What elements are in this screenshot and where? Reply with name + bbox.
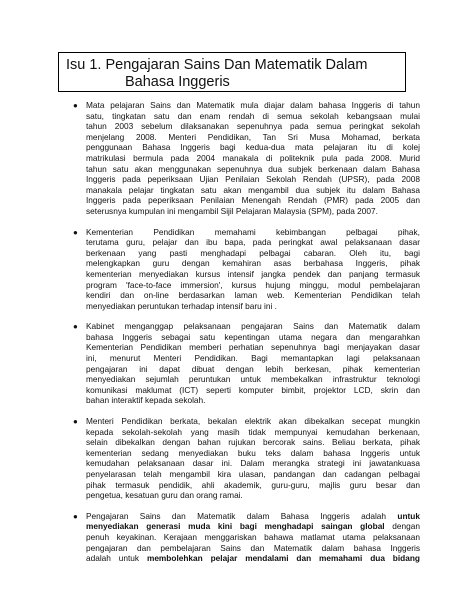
paragraph-line: Pengajaran Sains dan Matematik dalam Bahasa Inggeris adalah untuk — [86, 510, 420, 521]
list-item — [73, 416, 420, 501]
paragraph-line: penggunaan Bahasa Inggeris bagi kedua-dua mata pelajaran itu di kolej — [86, 142, 420, 153]
paragraph-line: penyelarasan telah mengambil kira ulasan, pandangan dan cadangan pelbagai — [86, 469, 420, 479]
paragraph-line: berkenaan yang pasti menghadapi pelbagai cabaran. Oleh itu, bagi — [86, 247, 420, 258]
bullet-icon: ● — [73, 417, 78, 427]
paragraph-line: komunikasi maklumat (ICT) seperti komputer bimbit, projektor LCD, skrin dan — [86, 384, 420, 395]
paragraph-line: Inggeris pada peperiksaan Ujian Penilaian Sekolah Rendah (UPSR), pada 2008 — [86, 174, 420, 185]
paragraph-line: Kementerian Pendidikan memahami kebimbangan pelbagai pihak, — [86, 226, 420, 237]
paragraph-line: selain dibekalkan dengan bahan rujukan bercorak sains. Beliau berkata, pihak — [86, 437, 420, 448]
paragraph-line: program 'face-to-face immersion', kursus hujung minggu, modul pembelajaran — [86, 279, 420, 290]
paragraph-line: menyediakan sejumlah peruntukan untuk membekalkan infrastruktur teknologi — [86, 374, 420, 385]
paragraph-line: kendiri dan on-line berdasarkan laman web. Kementerian Pendidikan telah — [86, 290, 420, 301]
bullet-icon: ● — [73, 511, 78, 521]
paragraph-line: manakala pelajar tingkatan satu akan mengambil dua subjek itu dalam Bahasa — [86, 184, 420, 195]
paragraph-line: Mata pelajaran Sains dan Matematik mula diajar dalam bahasa Inggeris di tahun — [86, 100, 420, 110]
paragraph-line: Menteri Pendidikan berkata, bekalan elektrik akan dibekalkan secepat mungkin — [86, 416, 420, 427]
bullet-list — [73, 100, 420, 574]
paragraph-line: adalah untuk membolehkan pelajar mendalami dan memahami dua bidang — [86, 553, 420, 564]
paragraph-line: pengajaran ini dapat dibuat dengan lebih berkesan, pihak kementerian — [86, 363, 420, 374]
list-item — [73, 321, 420, 406]
title-box — [58, 52, 406, 92]
paragraph-line: pengajaran dan pembelajaran Sains dan Matematik dalam bahasa Inggeris — [86, 542, 420, 553]
bullet-icon: ● — [73, 322, 78, 332]
paragraph-line: kemudahan pelaksanaan dasar ini. Dalam merangka strategi ini jawatankuasa — [86, 458, 420, 469]
list-item — [73, 510, 420, 564]
paragraph-line: kementerian sedang menyediakan buku teks dalam bahasa Inggeris untuk — [86, 447, 420, 458]
paragraph-line: seterusnya kumpulan ini mengambil Sijil Pelajaran Malaysia (SPM), pada 2007. — [86, 205, 378, 216]
paragraph-line: Kabinet menganggap pelaksanaan pengajaran Sains dan Matematik dalam — [86, 321, 420, 332]
paragraph-line: menjelang 2008. Menteri Pendidikan, Tan Sri Musa Mohamad, berkata — [86, 131, 420, 142]
title-line-2: Bahasa Inggeris — [125, 74, 230, 90]
paragraph-line: Inggeris pada peperiksaan Penilaian Menengah Rendah (PMR) pada 2005 dan — [86, 195, 420, 206]
paragraph-line: tahun satu akan menggunakan sepenuhnya dua subjek berkenaan dalam Bahasa — [86, 163, 420, 174]
paragraph-line: satu, tingkatan satu dan enam rendah di semua sekolah kebangsaan mulai — [86, 110, 420, 121]
paragraph-line: bahasa Inggeris sebagai satu kepentingan utama negara dan mengarahkan — [86, 331, 420, 342]
paragraph-line: pengetua, kesatuan guru dan orang ramai. — [86, 490, 243, 501]
paragraph-line: Kementerian Pendidikan memberi perhatian sepenuhnya bagi menjayakan dasar — [86, 342, 420, 353]
paragraph-line: kepada sekolah-sekolah yang masih tidak mempunyai kemudahan berkenaan, — [86, 426, 420, 437]
paragraph-line: kementerian menyediakan kursus intensif jangka pendek dan panjang termasuk — [86, 268, 420, 279]
paragraph-line: terutama guru, pelajar dan ibu bapa, pada peringkat awal pelaksanaan dasar — [86, 237, 420, 248]
bullet-icon: ● — [73, 101, 78, 110]
paragraph-line: menyediakan peruntukan terhadap intensif baru ini . — [86, 300, 277, 311]
paragraph-line: menyediakan generasi muda kini bagi menghadapi saingan global dengan — [86, 521, 420, 532]
paragraph-line: bahan interaktif kepada sekolah. — [86, 395, 206, 406]
paragraph-line: pihak termasuk pendidik, ahli akademik, guru-guru, majlis guru besar dan — [86, 479, 420, 490]
paragraph-line: ini, menurut Menteri Pendidikan. Bagi memantapkan lagi pelaksanaan — [86, 353, 420, 364]
title-line-1: Isu 1. Pengajaran Sains Dan Matematik Dalam — [66, 57, 368, 73]
paragraph-line: penuh keyakinan. Kerajaan menggariskan bahawa matlamat utama pelaksanaan — [86, 531, 420, 542]
list-item — [73, 100, 420, 217]
paragraph-line: melengkapkan guru dengan kemahiran asas berbahasa Inggeris, pihak — [86, 258, 420, 269]
paragraph-line: tahun 2003 sebelum dilaksanakan sepenuhnya pada semua peringkat sekolah — [86, 121, 420, 132]
list-item — [73, 226, 420, 312]
paragraph-line: matrikulasi bermula pada 2004 manakala di politeknik pula pada 2008. Murid — [86, 152, 420, 163]
bullet-icon: ● — [73, 227, 78, 237]
